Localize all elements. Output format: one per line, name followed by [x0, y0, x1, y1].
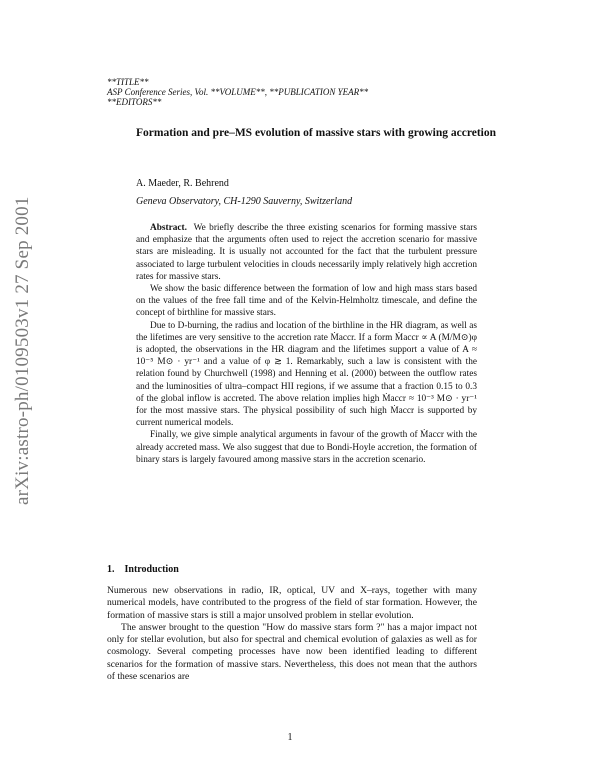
conference-header — [107, 77, 368, 107]
body-paragraph-1: Numerous new observations in radio, IR, optical, UV and X–rays, together with many numerical models, have contributed to the progress of the field of star formation. However, the formation of massive stars is still a major unsolved problem in stellar evolution. — [107, 585, 477, 621]
section-heading — [107, 564, 179, 575]
arxiv-identifier: arXiv:astro-ph/0109503v1 27 Sep 2001 — [12, 196, 33, 505]
abstract-text-1: We briefly describe the three existing scenarios for forming massive stars and emphasize that the arguments often used to reject the accretion scenario for massive stars are misleading. It is usually not accounted for the fact that the turbulent pressure associated to large turbulent velocities in clouds necessarily imply relatively high accretion rates for massive stars. — [136, 223, 477, 282]
section-title: Introduction — [124, 564, 179, 575]
abstract — [136, 222, 477, 466]
section-number: 1. — [107, 564, 115, 575]
affiliation: Geneva Observatory, CH-1290 Sauverny, Switzerland — [136, 196, 353, 207]
header-title-placeholder: **TITLE** — [107, 77, 149, 87]
header-series: ASP Conference Series, Vol. **VOLUME**, **PUBLICATION YEAR** — [107, 87, 369, 97]
paper-title: Formation and pre–MS evolution of massive stars with growing accretion — [136, 127, 496, 139]
abstract-paragraph-2: We show the basic difference between the formation of low and high mass stars based on the values of the free fall time and of the Kelvin-Helmholtz timescale, and define the concept of birthline for massive stars. — [136, 284, 477, 319]
abstract-label: Abstract. — [150, 223, 187, 233]
authors: A. Maeder, R. Behrend — [136, 178, 229, 189]
body-text — [107, 585, 477, 683]
body-paragraph-2: The answer brought to the question "How do massive stars form ?" has a major impact not only for stellar evolution, but also for spectral and chemical evolution of galaxies as well as for cosmology. Several competing processes have now been identified leading to different scenarios for the formation of massive stars. Nevertheless, this does not mean that the authors of these scenarios are — [107, 621, 477, 683]
abstract-paragraph-1 — [136, 222, 477, 283]
header-editors-placeholder: **EDITORS** — [107, 97, 162, 107]
abstract-paragraph-3: Due to D-burning, the radius and location of the birthline in the HR diagram, as well as the lifetimes are very sensitive to the accretion rate Ṁaccr. If a form Ṁaccr ∝ A (M/M⊙)φ is adopted, the observations in the HR diagram and the lifetimes support a value of A ≈ 10⁻⁵ M⊙ · yr⁻¹ and a value of φ ≳ 1. Remarkably, such a law is consistent with the relation found by Churchwell (1998) and Henning et al. (2000) between the outflow rates and the luminosities of ultra–compact HII regions, if we assume that a fraction 0.15 to 0.3 of the global inflow is accreted. The above relation implies high Ṁaccr ≈ 10⁻³ M⊙ · yr⁻¹ for the most massive stars. The physical possibility of such high Ṁaccr is supported by current numerical models. — [136, 320, 477, 429]
page-number: 1 — [287, 732, 293, 743]
abstract-paragraph-4: Finally, we give simple analytical arguments in favour of the growth of Ṁaccr with the already accreted mass. We also suggest that due to Bondi-Hoyle accretion, the formation of binary stars is largely favoured among massive stars in the accretion scenario. — [136, 430, 477, 465]
